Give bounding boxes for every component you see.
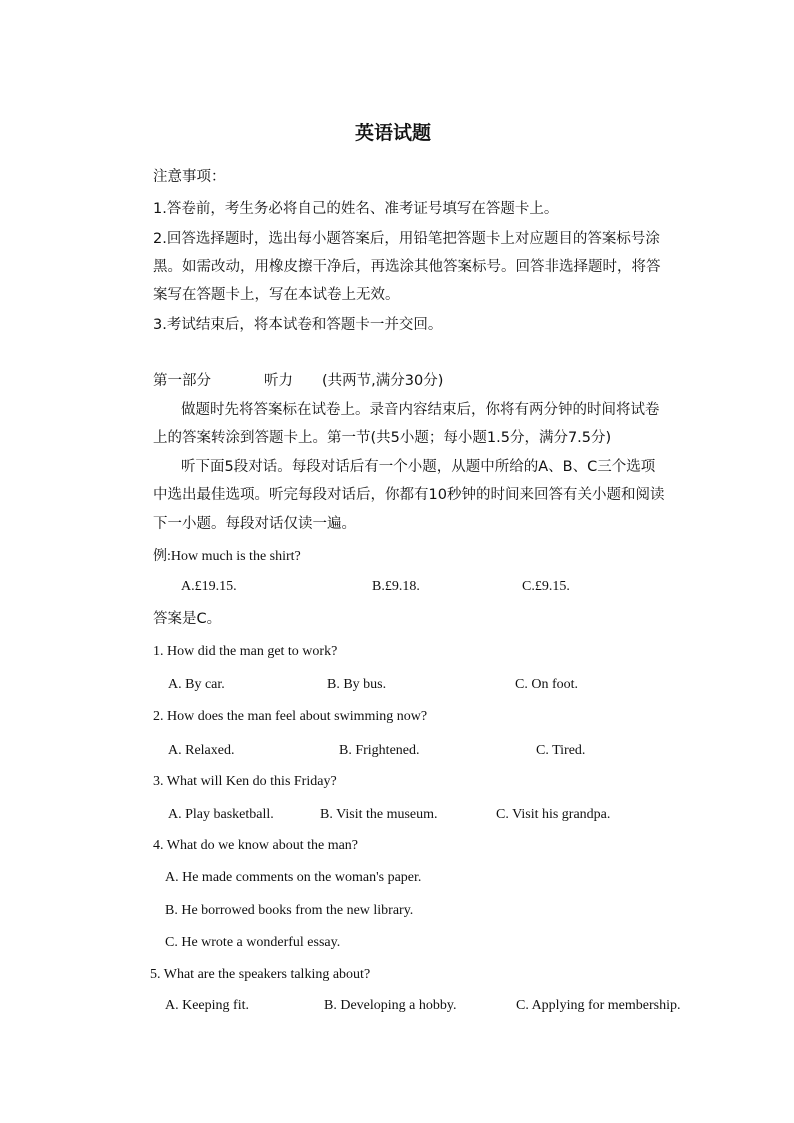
question-1: 1. How did the man get to work?: [153, 644, 338, 659]
question-3: 3. What will Ken do this Friday?: [153, 774, 337, 789]
question-1-option-b: B. By bus.: [327, 677, 387, 692]
notice-item-3: 3.考试结束后，将本试卷和答题卡一并交回。: [153, 317, 443, 333]
notice-item-2-line-3: 案写在答题卡上，写在本试卷上无效。: [153, 287, 400, 303]
question-5: 5. What are the speakers talking about?: [150, 967, 371, 982]
question-2-option-a: A. Relaxed.: [168, 743, 235, 758]
question-4-option-b: B. He borrowed books from the new library.: [165, 903, 414, 918]
question-1-option-a: A. By car.: [168, 677, 225, 692]
part-score: (共两节,满分30分): [322, 373, 444, 389]
notice-item-1: 1.答卷前，考生务必将自己的姓名、准考证号填写在答题卡上。: [153, 201, 559, 217]
notice-item-2-line-1: 2.回答选择题时，选出每小题答案后，用铅笔把答题卡上对应题目的答案标号涂: [153, 231, 660, 247]
example-option-a: A.£19.15.: [181, 579, 237, 594]
instruction-line-2: 中选出最佳选项。听完每段对话后，你都有10秒钟的时间来回答有关小题和阅读: [153, 487, 665, 503]
instruction-line-1: 听下面5段对话。每段对话后有一个小题，从题中所给的A、B、C三个选项: [181, 459, 656, 475]
question-4: 4. What do we know about the man?: [153, 838, 359, 853]
question-3-option-a: A. Play basketball.: [168, 807, 274, 822]
question-2-option-b: B. Frightened.: [339, 743, 420, 758]
question-5-option-a: A. Keeping fit.: [165, 998, 249, 1013]
question-2-option-c: C. Tired.: [536, 743, 586, 758]
instruction-line-3: 下一小题。每段对话仅读一遍。: [153, 516, 356, 532]
question-3-option-b: B. Visit the museum.: [320, 807, 438, 822]
example-option-b: B.£9.18.: [372, 579, 420, 594]
question-3-option-c: C. Visit his grandpa.: [496, 807, 611, 822]
question-5-option-b: B. Developing a hobby.: [324, 998, 457, 1013]
notice-heading: 注意事项：: [153, 169, 226, 185]
example-answer: 答案是C。: [153, 611, 222, 627]
part-name: 听力: [264, 373, 293, 389]
page-title: 英语试题: [355, 122, 432, 144]
question-5-option-c: C. Applying for membership.: [516, 998, 681, 1013]
question-1-option-c: C. On foot.: [515, 677, 578, 692]
question-4-option-a: A. He made comments on the woman's paper.: [165, 870, 422, 885]
question-4-option-c: C. He wrote a wonderful essay.: [165, 935, 341, 950]
example-option-c: C.£9.15.: [522, 579, 570, 594]
intro-line-2: 上的答案转涂到答题卡上。第一节(共5小题；每小题1.5分，满分7.5分): [153, 430, 612, 446]
intro-line-1: 做题时先将答案标在试卷上。录音内容结束后，你将有两分钟的时间将试卷: [181, 402, 660, 418]
question-2: 2. How does the man feel about swimming now?: [153, 709, 428, 724]
notice-item-2-line-2: 黑。如需改动，用橡皮擦干净后，再选涂其他答案标号。回答非选择题时，将答: [153, 259, 661, 275]
example-question: 例:How much is the shirt?: [153, 549, 301, 564]
part-label: 第一部分: [153, 373, 211, 389]
